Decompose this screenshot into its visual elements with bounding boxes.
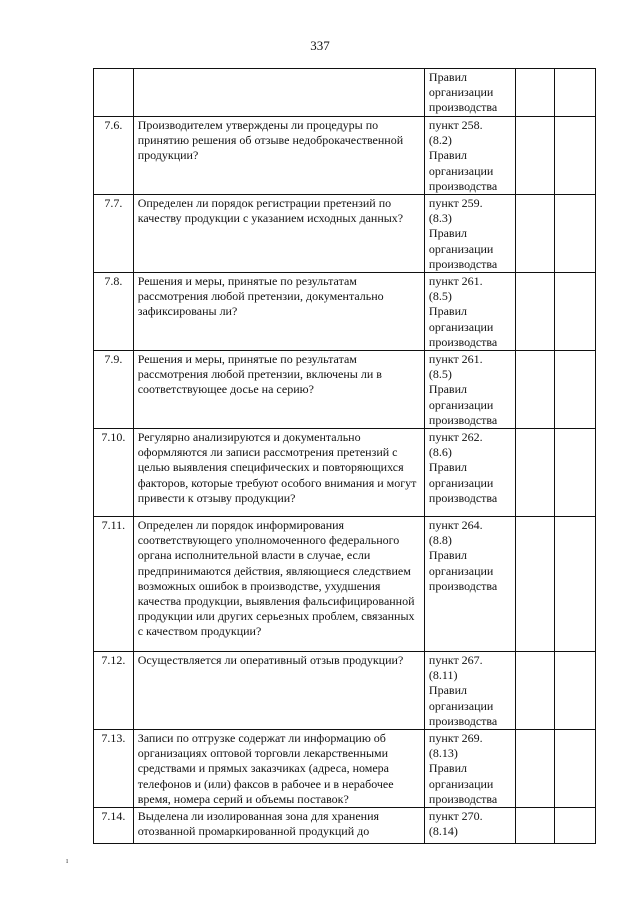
reference-line: (8.5)	[428, 367, 452, 382]
requirement-question: Записи по отгрузке содержат ли информацию об организациях оптовой торговли лекарственными средствами и прямых заказчиках (адреса, номера телефонов и (или) факсов в рабочее и в нерабочее время, номера серий и объемы поставок?	[133, 730, 424, 808]
reference-line: пункт 270.	[428, 809, 483, 824]
reference-line: (8.13)	[428, 746, 458, 761]
reference-line: производства	[428, 256, 498, 271]
reference-line: (8.14)	[428, 824, 458, 839]
reference-line: Правил	[428, 460, 467, 475]
answer-cell-no	[555, 429, 596, 517]
answer-cell-yes	[515, 117, 555, 195]
requirement-question: Выделена ли изолированная зона для хранения отозванной промаркированной продукций до	[133, 808, 424, 844]
reference-line: (8.8)	[428, 533, 452, 548]
reference-line: пункт 264.	[428, 518, 483, 533]
regulation-reference	[424, 69, 515, 117]
reference-line: организации	[428, 397, 494, 412]
reference-line: пункт 261.	[428, 352, 483, 367]
reference-line: производства	[428, 791, 498, 806]
item-number: 7.6.	[94, 117, 134, 195]
reference-line: производства	[428, 713, 498, 728]
regulation-reference	[424, 517, 515, 652]
regulation-reference	[424, 808, 515, 844]
answer-cell-no	[555, 273, 596, 351]
checklist-rows	[94, 69, 596, 844]
table-row	[94, 351, 596, 429]
requirement-question: Решения и меры, принятые по результатам рассмотрения любой претензии, документально зафиксированы ли?	[133, 273, 424, 351]
table-row	[94, 730, 596, 808]
table-row	[94, 69, 596, 117]
reference-line: Правил	[428, 683, 467, 698]
table-row	[94, 273, 596, 351]
reference-line: (8.6)	[428, 445, 452, 460]
requirement-question	[133, 69, 424, 117]
answer-cell-yes	[515, 808, 555, 844]
regulation-reference	[424, 730, 515, 808]
answer-cell-yes	[515, 273, 555, 351]
reference-line: организации	[428, 163, 494, 178]
requirement-question: Производителем утверждены ли процедуры по принятию решения об отзыве недоброкачественной продукции?	[133, 117, 424, 195]
checklist-table	[93, 68, 596, 844]
table-row	[94, 117, 596, 195]
answer-cell-no	[555, 652, 596, 730]
table-row	[94, 195, 596, 273]
reference-line: Правил	[428, 226, 467, 241]
reference-line: производства	[428, 100, 498, 115]
stray-mark: ı	[66, 856, 69, 865]
item-number: 7.13.	[94, 730, 134, 808]
reference-line: Правил	[428, 382, 467, 397]
reference-line: пункт 258.	[428, 118, 483, 132]
answer-cell-yes	[515, 195, 555, 273]
reference-line: организации	[428, 475, 494, 490]
reference-line: производства	[428, 178, 498, 193]
table-row	[94, 652, 596, 730]
reference-line: организации	[428, 698, 494, 713]
answer-cell-no	[555, 517, 596, 652]
item-number: 7.10.	[94, 429, 134, 517]
answer-cell-no	[555, 195, 596, 273]
answer-cell-no	[555, 117, 596, 195]
reference-line: (8.3)	[428, 211, 452, 226]
answer-cell-yes	[515, 69, 555, 117]
regulation-reference	[424, 351, 515, 429]
requirement-question: Осуществляется ли оперативный отзыв продукции?	[133, 652, 424, 730]
requirement-question: Решения и меры, принятые по результатам рассмотрения любой претензии, включены ли в соответствующее досье на серию?	[133, 351, 424, 429]
answer-cell-no	[555, 69, 596, 117]
item-number: 7.9.	[94, 351, 134, 429]
table-row	[94, 517, 596, 652]
reference-line: пункт 262.	[428, 430, 483, 445]
item-number: 7.8.	[94, 273, 134, 351]
reference-line: (8.5)	[428, 289, 452, 304]
reference-line: Правил	[428, 148, 467, 163]
answer-cell-yes	[515, 429, 555, 517]
item-number: 7.12.	[94, 652, 134, 730]
reference-line: (8.11)	[428, 668, 458, 683]
reference-line: пункт 261.	[428, 274, 483, 289]
answer-cell-yes	[515, 730, 555, 808]
regulation-reference	[424, 429, 515, 517]
item-number	[94, 69, 134, 117]
reference-line: организации	[428, 85, 494, 100]
regulation-reference	[424, 117, 515, 195]
requirement-question: Определен ли порядок регистрации претензий по качеству продукции с указанием исходных данных?	[133, 195, 424, 273]
reference-line: производства	[428, 412, 498, 427]
reference-line: производства	[428, 578, 498, 593]
reference-line: пункт 259.	[428, 196, 483, 211]
reference-line: Правил	[428, 548, 467, 563]
item-number: 7.7.	[94, 195, 134, 273]
reference-line: пункт 267.	[428, 653, 483, 668]
requirement-question: Регулярно анализируются и документально оформляются ли записи рассмотрения претензий с целью выявления специфических и повторяющихся факторов, которые требуют особого внимания и могут привести к отзыву продукции?	[133, 429, 424, 517]
answer-cell-no	[555, 730, 596, 808]
reference-line: Правил	[428, 304, 467, 319]
answer-cell-no	[555, 351, 596, 429]
reference-line: Правил	[428, 761, 467, 776]
table-row	[94, 429, 596, 517]
regulation-reference	[424, 273, 515, 351]
page-number: 337	[310, 38, 330, 53]
item-number: 7.11.	[94, 517, 134, 652]
reference-line: Правил	[428, 70, 467, 84]
regulation-reference	[424, 195, 515, 273]
requirement-question: Определен ли порядок информирования соответствующего уполномоченного федерального органа исполнительной власти в случае, если предпринимаются действия, являющиеся следствием возможных ошибок в производстве, ухудшения качества продукции, выявления фальсифицированной продукции или других серьезных проблем, связанных с качеством продукции?	[133, 517, 424, 652]
item-number: 7.14.	[94, 808, 134, 844]
answer-cell-yes	[515, 652, 555, 730]
reference-line: пункт 269.	[428, 731, 483, 746]
reference-line: организации	[428, 563, 494, 578]
table-row	[94, 808, 596, 844]
regulation-reference	[424, 652, 515, 730]
reference-line: организации	[428, 776, 494, 791]
reference-line: (8.2)	[428, 133, 452, 148]
reference-line: организации	[428, 241, 494, 256]
reference-line: производства	[428, 490, 498, 505]
answer-cell-yes	[515, 351, 555, 429]
answer-cell-yes	[515, 517, 555, 652]
reference-line: организации	[428, 319, 494, 334]
reference-line: производства	[428, 334, 498, 349]
answer-cell-no	[555, 808, 596, 844]
